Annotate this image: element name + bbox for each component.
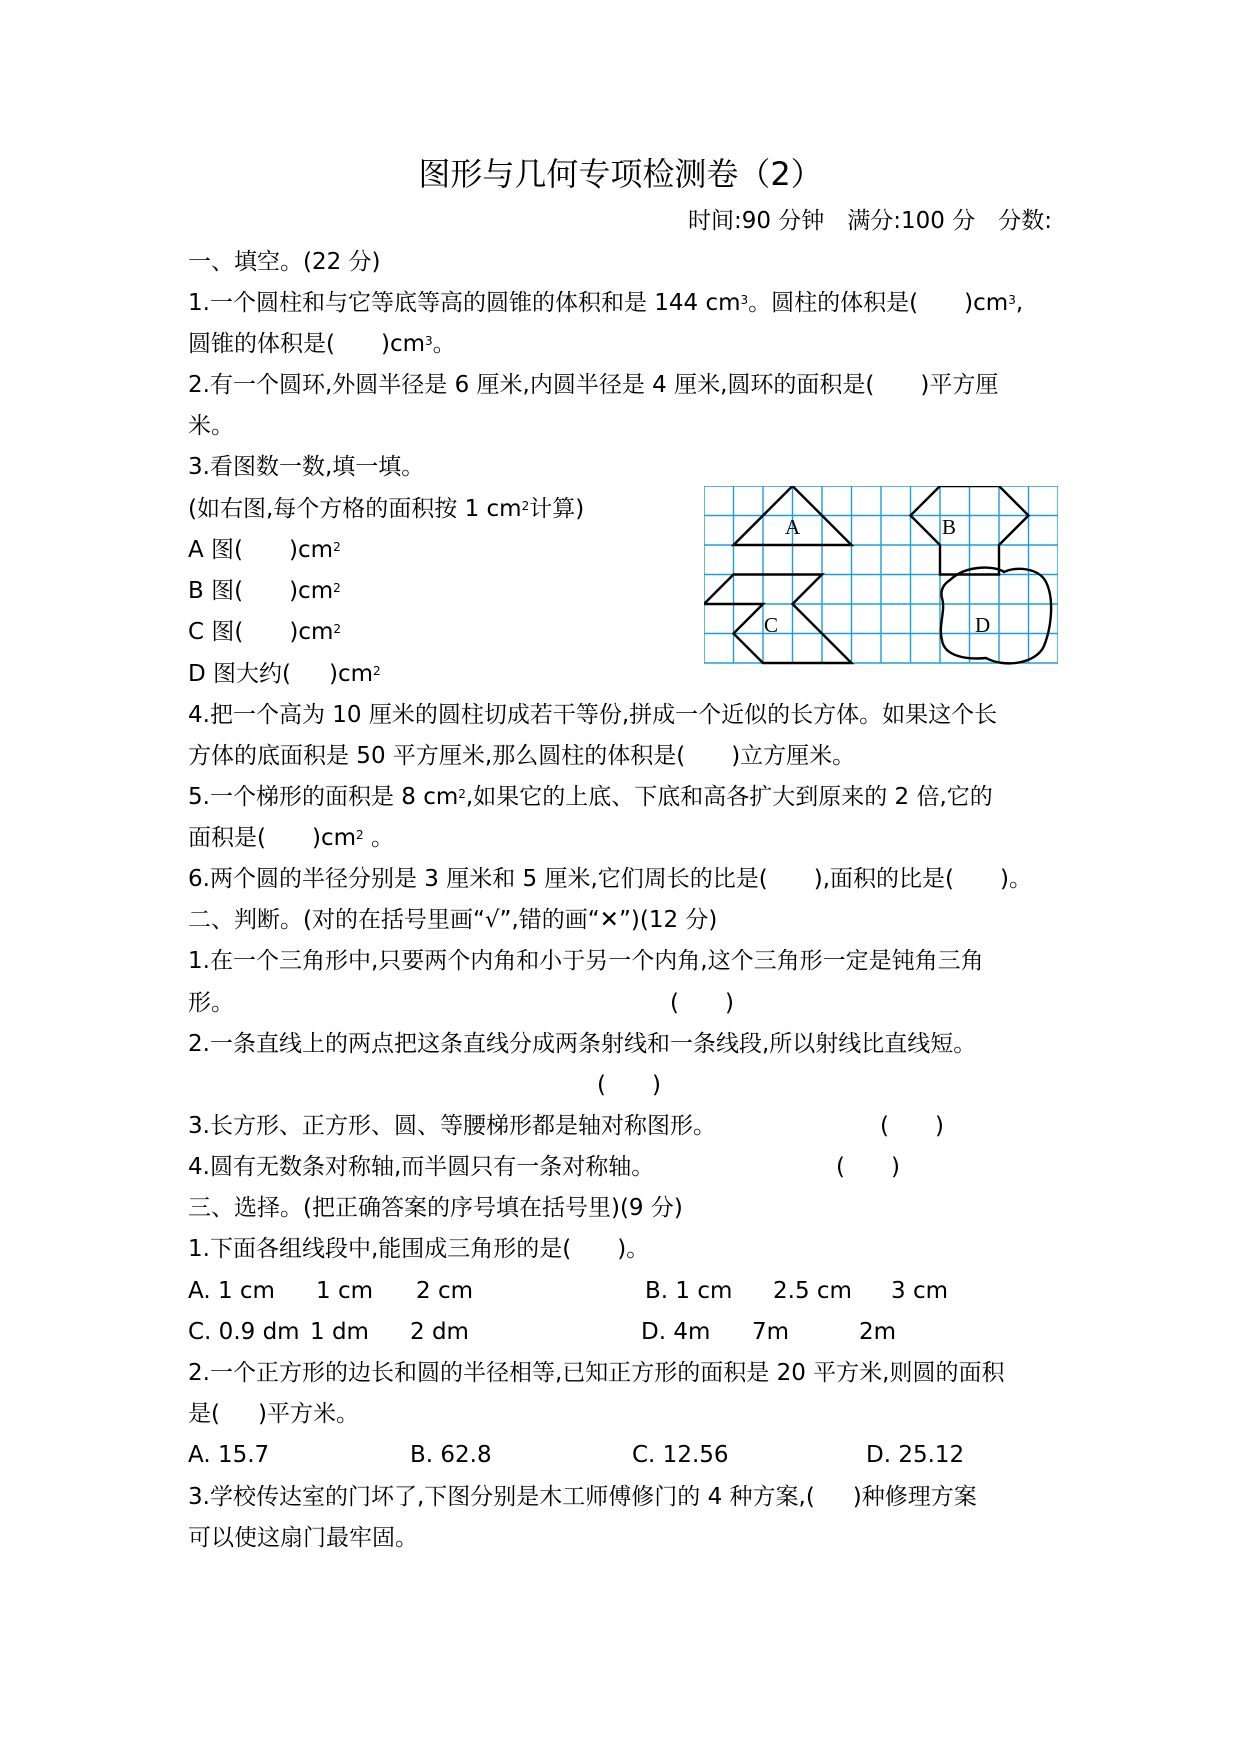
q1-6 — [188, 864, 1032, 894]
q1-3-b — [188, 576, 341, 606]
q3-2-line2 — [188, 1399, 359, 1429]
q3-3-text: 3.学校传达室的门坏了,下图分别是木工师傅修门的 4 种方案,( — [188, 1484, 815, 1510]
unit-text: )cm — [964, 290, 1009, 316]
fig-c-label: C 图( — [188, 619, 244, 645]
option-b-2: 2.5 cm — [773, 1278, 852, 1304]
sup-2: 2 — [333, 622, 342, 636]
section-1-heading: 一、填空。(22 分) — [188, 249, 381, 275]
sup-2: 2 — [458, 787, 466, 801]
q1-1-line2 — [188, 329, 456, 359]
grid-figure — [704, 486, 1058, 667]
q1-2-line1 — [188, 370, 998, 400]
shape-label-b: B — [942, 515, 957, 539]
q2-2-line1: 2.一条直线上的两点把这条直线分成两条射线和一条线段,所以射线比直线短。 — [188, 1031, 977, 1057]
exam-meta: 时间:90 分钟 满分:100 分 分数: — [687, 208, 1052, 234]
q3-3-line2: 可以使这扇门最牢固。 — [188, 1525, 418, 1551]
option-a-2: 1 cm — [316, 1278, 373, 1304]
q1-4-line2 — [188, 741, 855, 771]
q3-1 — [188, 1234, 649, 1264]
unit-text: )cm — [289, 578, 334, 604]
sup-3: 3 — [740, 293, 749, 307]
option-c-2: 1 dm — [310, 1319, 369, 1345]
q1-4-end: )立方厘米。 — [731, 743, 856, 769]
q1-5-line2 — [188, 823, 394, 853]
q1-5-text: 5.一个梯形的面积是 8 cm — [188, 784, 459, 810]
fig-d-label: D 图大约( — [188, 661, 291, 687]
unit-text: )cm — [289, 619, 334, 645]
unit-text: )cm — [289, 537, 334, 563]
q1-3-note — [188, 494, 584, 524]
section-2-heading: 二、判断。(对的在括号里画“√”,错的画“✕”)(12 分) — [188, 907, 718, 933]
option-c[interactable]: C. 12.56 — [632, 1442, 729, 1468]
option-b-3: 3 cm — [891, 1278, 948, 1304]
shape-label-a: A — [785, 515, 801, 539]
option-b[interactable]: B. 62.8 — [410, 1442, 492, 1468]
option-a-1[interactable]: A. 1 cm — [188, 1278, 275, 1304]
shape-label-d: D — [975, 613, 991, 637]
unit-text: )cm — [329, 661, 374, 687]
q2-1-answer-paren[interactable]: ( ) — [670, 990, 734, 1016]
q1-3-d — [188, 659, 381, 689]
q1-5-text2: ,如果它的上底、下底和高各扩大到原来的 2 倍,它的 — [465, 784, 993, 810]
q1-2-text2: )平方厘 — [920, 372, 999, 398]
period-text: 。 — [432, 331, 456, 357]
fig-a-label: A 图( — [188, 537, 244, 563]
q2-3-answer-paren[interactable]: ( ) — [880, 1113, 944, 1139]
shape-d-irregular — [941, 568, 1051, 664]
q3-2-line1: 2.一个正方形的边长和圆的半径相等,已知正方形的面积是 20 平方米,则圆的面积 — [188, 1360, 1005, 1386]
q1-2-line2: 米。 — [188, 413, 234, 439]
q1-3-c — [188, 617, 341, 647]
q1-4-line1: 4.把一个高为 10 厘米的圆柱切成若干等份,拼成一个近似的长方体。如果这个长 — [188, 702, 998, 728]
shape-label-c: C — [764, 613, 779, 637]
q1-5-text3: 面积是( — [188, 825, 266, 851]
q1-5-line1 — [188, 782, 993, 812]
q1-1-line1 — [188, 288, 1023, 318]
option-d-1[interactable]: D. 4m — [641, 1319, 711, 1345]
option-d-2: 7m — [752, 1319, 790, 1345]
q1-2-text: 2.有一个圆环,外圆半径是 6 厘米,内圆半径是 4 厘米,圆环的面积是( — [188, 372, 875, 398]
option-d[interactable]: D. 25.12 — [866, 1442, 965, 1468]
option-d-3: 2m — [859, 1319, 897, 1345]
q2-4-answer-paren[interactable]: ( ) — [836, 1154, 900, 1180]
option-c-1[interactable]: C. 0.9 dm — [188, 1319, 300, 1345]
q1-3-a — [188, 535, 341, 565]
unit-text: )cm — [311, 825, 357, 851]
option-c-3: 2 dm — [410, 1319, 469, 1345]
sup-2: 2 — [333, 581, 341, 595]
q3-2-text: 是( — [188, 1401, 220, 1427]
q3-3-line1 — [188, 1482, 977, 1512]
q2-3: 3.长方形、正方形、圆、等腰梯形都是轴对称图形。 — [188, 1113, 716, 1139]
option-a-3: 2 cm — [416, 1278, 473, 1304]
sup-3: 3 — [1008, 293, 1016, 307]
comma-text: , — [1015, 290, 1024, 316]
q1-3-title: 3.看图数一数,填一填。 — [188, 454, 425, 480]
q1-6-end: )。 — [1000, 866, 1032, 892]
q1-1-text3: 圆锥的体积是( — [188, 331, 335, 357]
sup-2: 2 — [333, 540, 341, 554]
q1-4-text: 方体的底面积是 50 平方厘米,那么圆柱的体积是( — [188, 743, 686, 769]
q3-1-end: )。 — [617, 1236, 650, 1262]
q2-2-answer-paren[interactable]: ( ) — [597, 1072, 661, 1098]
section-3-heading: 三、选择。(把正确答案的序号填在括号里)(9 分) — [188, 1195, 683, 1221]
sup-2: 2 — [373, 664, 381, 678]
q1-6-text2: ),面积的比是( — [813, 866, 955, 892]
q3-2-end: )平方米。 — [257, 1401, 359, 1427]
q2-1-line2: 形。 — [188, 990, 234, 1016]
period-text: 。 — [363, 825, 394, 851]
page-title: 图形与几何专项检测卷（2） — [418, 155, 823, 193]
option-a[interactable]: A. 15.7 — [188, 1442, 270, 1468]
q1-1-text2: 。圆柱的体积是( — [748, 290, 919, 316]
q3-3-text2: )种修理方案 — [852, 1484, 977, 1510]
q3-1-text: 1.下面各组线段中,能围成三角形的是( — [188, 1236, 572, 1262]
q1-1-text: 1.一个圆柱和与它等底等高的圆锥的体积和是 144 cm — [188, 290, 741, 316]
option-b-1[interactable]: B. 1 cm — [645, 1278, 733, 1304]
sup-2: 2 — [356, 828, 364, 842]
q1-3-note-end: 计算) — [529, 496, 585, 522]
q2-1-line1: 1.在一个三角形中,只要两个内角和小于另一个内角,这个三角形一定是钝角三角 — [188, 948, 984, 974]
sup-3: 3 — [425, 334, 433, 348]
unit-text: )cm — [380, 331, 426, 357]
sup-2: 2 — [521, 499, 530, 513]
q1-6-text: 6.两个圆的半径分别是 3 厘米和 5 厘米,它们周长的比是( — [188, 866, 768, 892]
q1-3-note-text: (如右图,每个方格的面积按 1 cm — [188, 496, 522, 522]
fig-b-label: B 图( — [188, 578, 244, 604]
q2-4: 4.圆有无数条对称轴,而半圆只有一条对称轴。 — [188, 1154, 655, 1180]
